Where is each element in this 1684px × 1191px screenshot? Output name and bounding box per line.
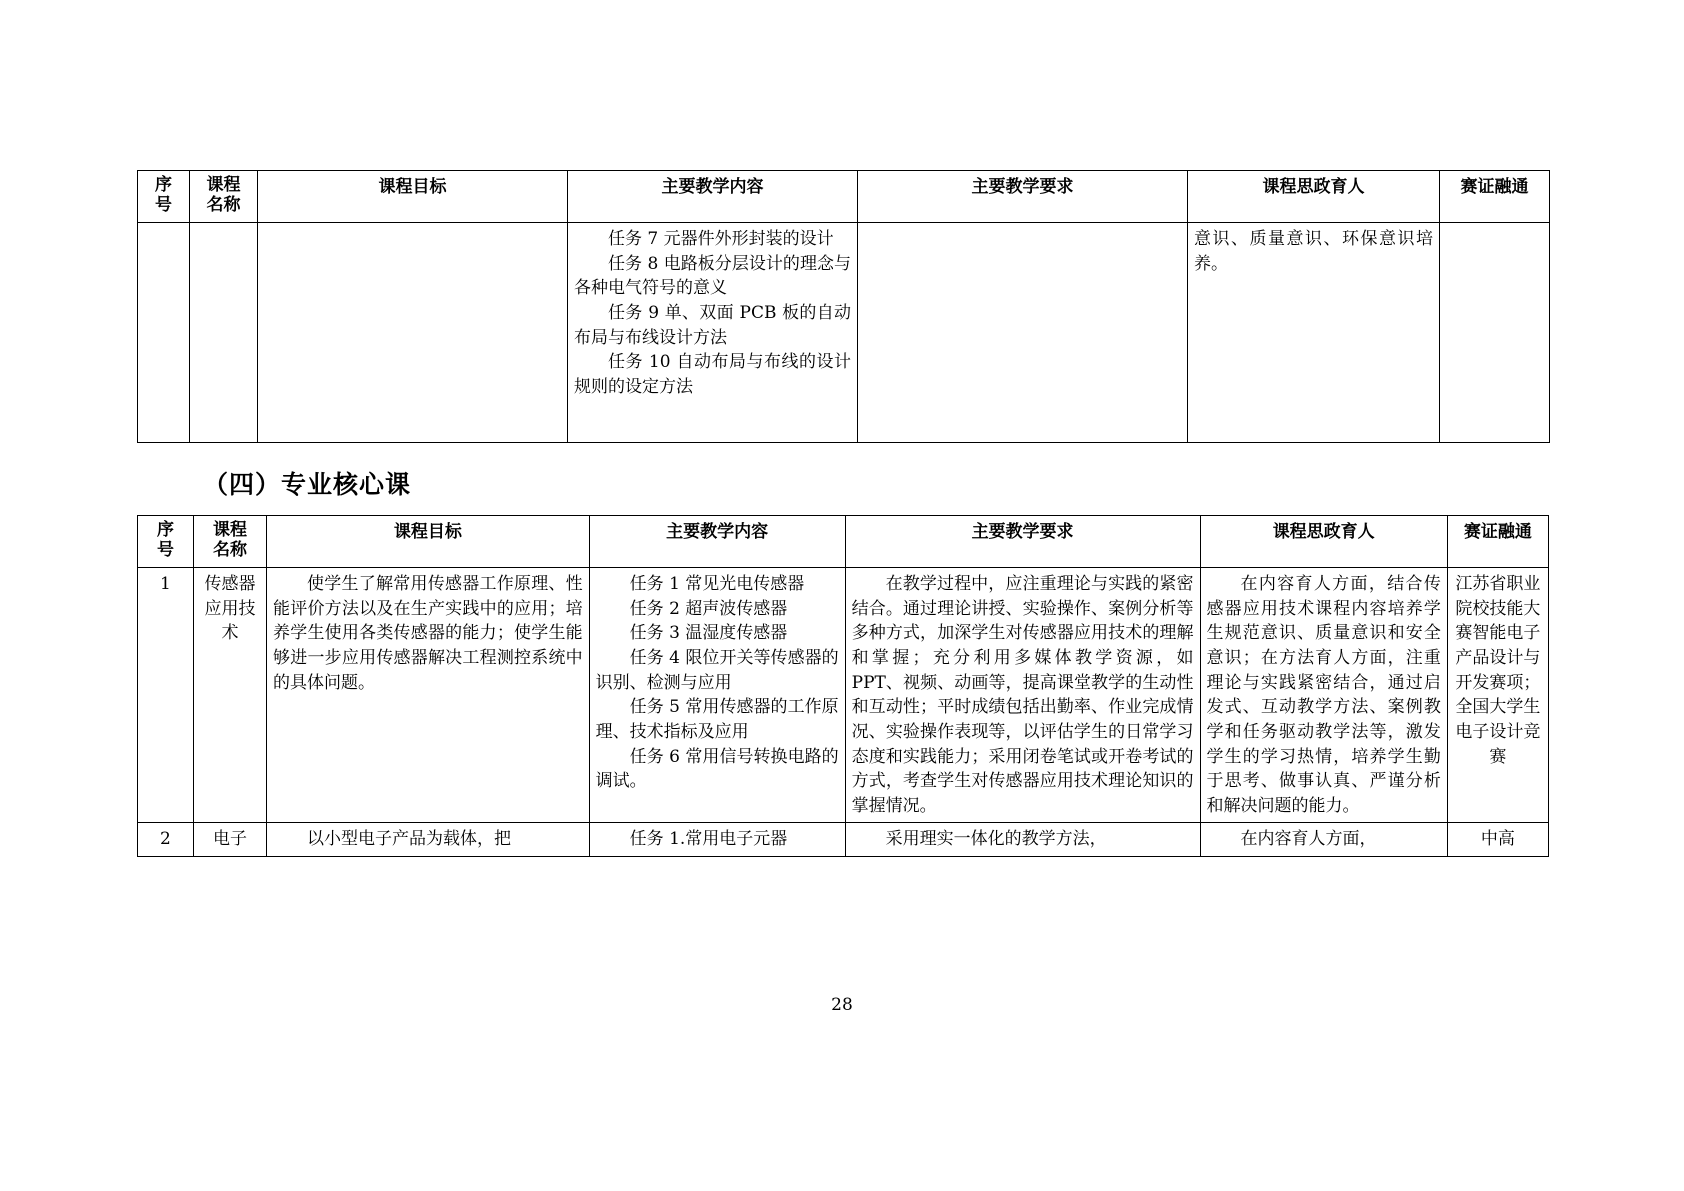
header-text-num: 序号: [155, 175, 172, 216]
goal-text: 使学生了解常用传感器工作原理、性能评价方法以及在生产实践中的应用；培养学生使用各类传感器的能力；使学生能够进一步应用传感器解决工程测控系统中的具体问题。: [273, 574, 583, 693]
ideology-text: 在内容育人方面，结合传感器应用技术课程内容培养学生规范意识、质量意识和安全意识；在方法育人方面，注重理论与实践紧密结合，通过启发式、互动教学方法、案例教学和任务驱动教学法等，激发学生的学习热情，培养学生勤于思考、做事认真、严谨分析和解决问题的能力。: [1206, 574, 1441, 816]
cell-content: [589, 568, 845, 823]
header-cell-requirement: 主要教学要求: [858, 171, 1188, 223]
header-cell-num: [138, 516, 194, 568]
header-cell-requirement: 主要教学要求: [845, 516, 1200, 568]
cell-name: 传感器应用技术: [193, 568, 266, 823]
cell-num: 2: [138, 823, 194, 857]
header-cell-ideology: 课程思政育人: [1188, 171, 1440, 223]
cell-competition: [1440, 223, 1550, 443]
cell-competition: 中高: [1447, 823, 1548, 857]
page-number: 28: [831, 995, 853, 1015]
header-text-num: 序号: [156, 520, 174, 561]
requirement-text: 采用理实一体化的教学方法，: [885, 829, 1107, 850]
cell-requirement: [845, 568, 1200, 823]
ideology-text: 意识、质量意识、环保意识培养。: [1194, 229, 1433, 274]
content-item: 任务 7 元器件外形封装的设计: [608, 229, 834, 250]
cell-ideology: [1200, 823, 1447, 857]
course-table-top: [137, 170, 1550, 443]
header-cell-content: 主要教学内容: [568, 171, 858, 223]
table-row: [138, 568, 1549, 823]
content-item: 任务 2 超声波传感器: [629, 598, 788, 619]
header-text-name: 课程名称: [206, 175, 241, 216]
content-item: 任务 5 常用传感器的工作原理、技术指标及应用: [595, 697, 839, 742]
cell-requirement: [858, 223, 1188, 443]
header-cell-competition: 赛证融通: [1440, 171, 1550, 223]
header-cell-name: [193, 516, 266, 568]
table-header-row: [138, 171, 1550, 223]
header-cell-content: 主要教学内容: [589, 516, 845, 568]
cell-goal: [258, 223, 568, 443]
header-cell-goal: 课程目标: [258, 171, 568, 223]
section-title: （四）专业核心课: [203, 470, 412, 500]
content-item: 任务 4 限位开关等传感器的识别、检测与应用: [595, 647, 839, 693]
cell-num: 1: [138, 568, 194, 823]
cell-ideology: [1188, 223, 1440, 443]
header-cell-num: [138, 171, 190, 223]
content-item: 任务 10 自动布局与布线的设计规则的设定方法: [574, 352, 851, 397]
cell-num: [138, 223, 190, 443]
table-header-row: [138, 516, 1549, 568]
cell-content: [589, 823, 845, 857]
cell-goal: [267, 823, 590, 857]
header-cell-name: [190, 171, 258, 223]
content-item: 任务 6 常用信号转换电路的调试。: [595, 746, 839, 792]
course-table-core: [137, 515, 1549, 857]
document-body: [137, 170, 1549, 857]
cell-requirement: [845, 823, 1200, 857]
content-item: 任务 1.常用电子元器: [629, 829, 788, 850]
requirement-text: 在教学过程中，应注重理论与实践的紧密结合。通过理论讲授、实验操作、案例分析等多种方式，加深学生对传感器应用技术的理解和掌握；充分利用多媒体教学资源，如 PPT、视频、动画等，提高课堂教学的生动性和互动性；平时成绩包括出勤率、作业完成情况、实验操作表现等，以评估学生的日常学习态度和实践能力；采用闭卷笔试或开卷考试的方式，考查学生对传感器应用技术理论知识的掌握情况。: [851, 574, 1194, 816]
header-cell-competition: 赛证融通: [1447, 516, 1548, 568]
table-row: [138, 823, 1549, 857]
header-cell-ideology: 课程思政育人: [1200, 516, 1447, 568]
cell-name: [190, 223, 258, 443]
cell-name: 电子: [193, 823, 266, 857]
cell-ideology: [1200, 568, 1447, 823]
content-item: 任务 9 单、双面 PCB 板的自动布局与布线设计方法: [574, 302, 851, 348]
cell-goal: [267, 568, 590, 823]
cell-competition: 江苏省职业院校技能大赛智能电子产品设计与开发赛项；全国大学生电子设计竞赛: [1447, 568, 1548, 823]
content-item: 任务 3 温湿度传感器: [629, 623, 788, 644]
header-text-name: 课程名称: [212, 520, 247, 561]
cell-content: [568, 223, 858, 443]
header-cell-goal: 课程目标: [267, 516, 590, 568]
goal-text: 以小型电子产品为载体，把: [307, 829, 512, 850]
ideology-text: 在内容育人方面，: [1240, 829, 1377, 850]
content-item: 任务 8 电路板分层设计的理念与各种电气符号的意义: [574, 253, 851, 299]
table-row: [138, 223, 1550, 443]
content-item: 任务 1 常见光电传感器: [629, 574, 805, 595]
